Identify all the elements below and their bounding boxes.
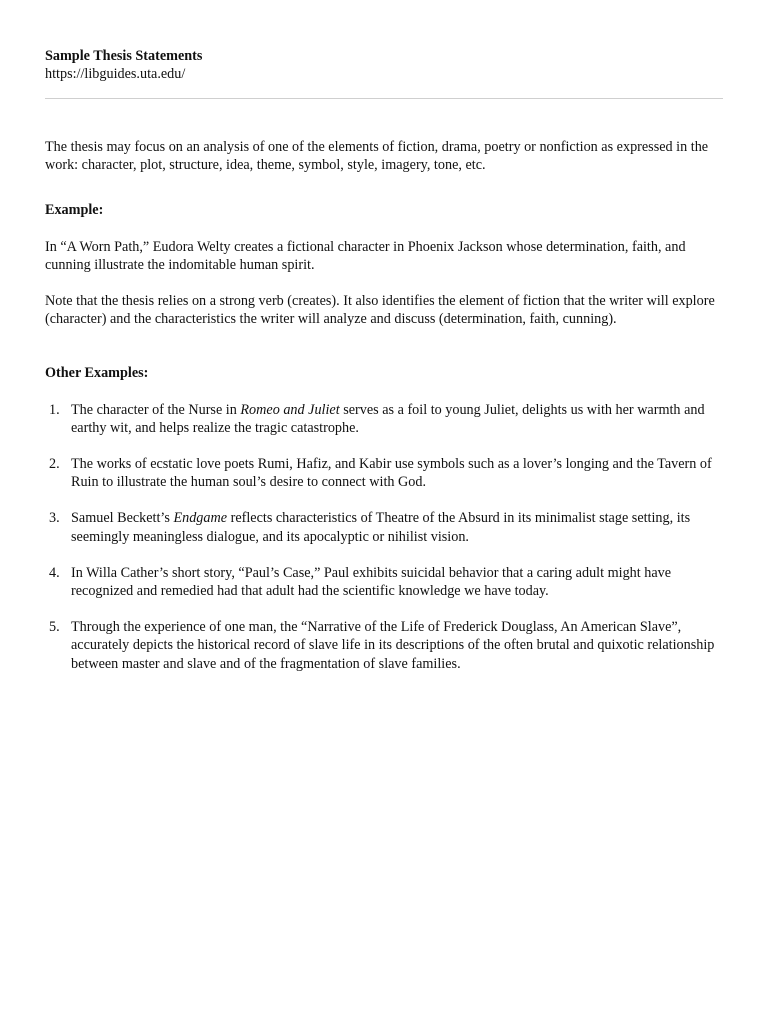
list-item	[45, 618, 725, 673]
other-examples-heading: Other Examples:	[45, 365, 149, 382]
document-body	[45, 138, 725, 691]
document-url: https://libguides.uta.edu/	[45, 66, 186, 83]
list-item	[45, 401, 725, 437]
list-item-number: 1.	[49, 401, 60, 418]
list-item-number: 2.	[49, 456, 60, 473]
list-item-text-continued: reflects characteristics of Theatre of the Absurd in its minimalist stage setting, its seemingly meaningless dialogue, and its apocalyptic or nihilist vision.	[71, 510, 691, 545]
list-item-number: 5.	[49, 619, 60, 636]
list-item-text-continued: serves as a foil to young Juliet, delights us with her warmth and earthy wit, and helps realize the tragic catastrophe.	[71, 401, 705, 436]
list-item	[45, 509, 725, 545]
document-title: Sample Thesis Statements	[45, 48, 203, 64]
list-item-number: 3.	[49, 510, 60, 527]
list-item-text: The works of ecstatic love poets Rumi, Hafiz, and Kabir use symbols such as a lover’s longing and the Tavern of Ruin to illustrate the human soul’s desire to connect with God.	[71, 456, 712, 491]
intro-paragraph: The thesis may focus on an analysis of one of the elements of fiction, drama, poetry or nonfiction as expressed in the work: character, plot, structure, idea, theme, symbol, style, imagery, tone, etc.	[45, 139, 709, 174]
list-item-number: 4.	[49, 564, 60, 581]
document-header	[45, 47, 725, 83]
list-item-text: The character of the Nurse in	[71, 401, 241, 418]
example-heading: Example:	[45, 202, 104, 219]
other-examples-list	[45, 401, 725, 673]
list-item-text: Through the experience of one man, the “Narrative of the Life of Frederick Douglass, An American Slave”, accurately depicts the historical record of slave life in its descriptions of the often brutal and quixotic relationship between master and slave and of the fragmentation of slave families.	[71, 619, 715, 672]
list-item-text: Samuel Beckett’s	[71, 510, 174, 527]
list-item-italic-title: Romeo and Juliet	[240, 401, 340, 418]
list-item-text: In Willa Cather’s short story, “Paul’s Case,” Paul exhibits suicidal behavior that a caring adult might have recognized and remedied had that adult had the scientific knowledge we have today.	[71, 564, 672, 600]
header-divider	[45, 98, 723, 99]
list-item-italic-title: Endgame	[173, 510, 228, 527]
note-paragraph: Note that the thesis relies on a strong verb (creates). It also identifies the element of fiction that the writer will explore (character) and the characteristics the writer will analyze and discuss (determination, faith, cunning).	[45, 293, 715, 328]
list-item	[45, 564, 725, 600]
example-paragraph: In “A Worn Path,” Eudora Welty creates a fictional character in Phoenix Jackson whose determination, faith, and cunning illustrate the indomitable human spirit.	[45, 238, 686, 273]
list-item	[45, 455, 725, 491]
